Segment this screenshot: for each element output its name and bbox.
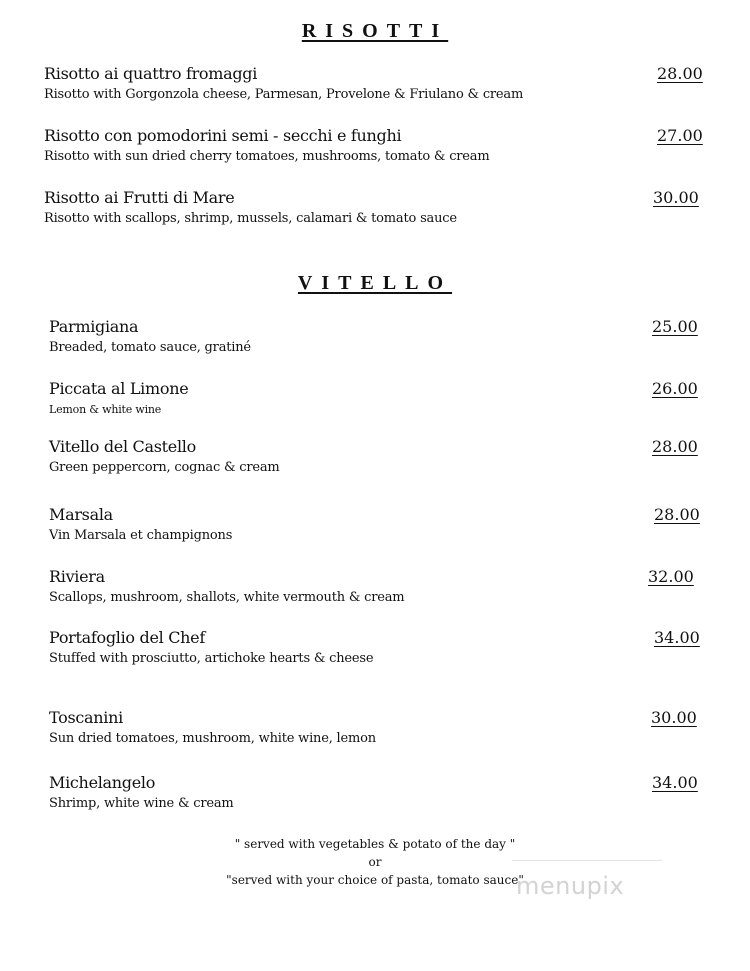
menu-item: [49, 708, 376, 747]
item-description: Breaded, tomato sauce, gratiné: [49, 340, 251, 355]
item-name: Piccata al Limone: [49, 379, 189, 398]
item-description: Stuffed with prosciutto, artichoke hearts & cheese: [49, 651, 374, 666]
item-price: 28.00: [654, 505, 700, 524]
item-description: Sun dried tomatoes, mushroom, white wine, lemon: [49, 731, 376, 746]
item-price: 32.00: [648, 567, 694, 586]
item-name: Vitello del Castello: [49, 437, 196, 456]
item-description: Green peppercorn, cognac & cream: [49, 460, 280, 475]
pasta-note: "served with your choice of pasta, tomato sauce": [226, 873, 524, 887]
item-name: Parmigiana: [49, 317, 139, 336]
item-price: 25.00: [652, 317, 698, 336]
item-price: 30.00: [651, 708, 697, 727]
item-price: 27.00: [657, 126, 703, 145]
item-price: 28.00: [657, 64, 703, 83]
item-price: 28.00: [652, 437, 698, 456]
item-name: Risotto ai quattro fromaggi: [44, 64, 258, 83]
item-price: 34.00: [652, 773, 698, 792]
item-description: Risotto with sun dried cherry tomatoes, mushrooms, tomato & cream: [44, 149, 490, 164]
item-description: Shrimp, white wine & cream: [49, 796, 234, 811]
section-title-risotti: RISOTTI: [301, 20, 449, 42]
item-name: Risotto con pomodorini semi - secchi e funghi: [44, 126, 402, 145]
item-name: Risotto ai Frutti di Mare: [44, 188, 235, 207]
item-name: Portafoglio del Chef: [49, 628, 205, 647]
served-with-note: " served with vegetables & potato of the day ": [234, 837, 516, 851]
item-name: Marsala: [49, 505, 113, 524]
menu-item: [49, 628, 373, 667]
item-description: Scallops, mushroom, shallots, white vermouth & cream: [49, 590, 405, 605]
menu-item: [44, 188, 457, 227]
item-description: Lemon & white wine: [49, 403, 162, 416]
menu-item: [49, 379, 188, 418]
item-description: Risotto with Gorgonzola cheese, Parmesan, Provelone & Friulano & cream: [44, 87, 524, 102]
watermark-rule: [512, 860, 662, 861]
menu-item: [44, 126, 489, 165]
item-price: 30.00: [653, 188, 699, 207]
item-price: 26.00: [652, 379, 698, 398]
menu-item: [49, 773, 234, 812]
item-name: Michelangelo: [49, 773, 156, 792]
menu-item: [49, 505, 232, 544]
section-title-vitello: VITELLO: [297, 272, 453, 294]
item-description: Vin Marsala et champignons: [49, 528, 233, 543]
item-price: 34.00: [654, 628, 700, 647]
item-description: Risotto with scallops, shrimp, mussels, calamari & tomato sauce: [44, 211, 457, 226]
menu-item: [49, 317, 251, 356]
item-name: Riviera: [49, 567, 105, 586]
item-name: Toscanini: [49, 708, 123, 727]
note-or: or: [368, 855, 382, 869]
menu-item: [44, 64, 523, 103]
menu-item: [49, 437, 280, 476]
menu-item: [49, 567, 404, 606]
menupix-watermark: menupix: [516, 872, 625, 900]
